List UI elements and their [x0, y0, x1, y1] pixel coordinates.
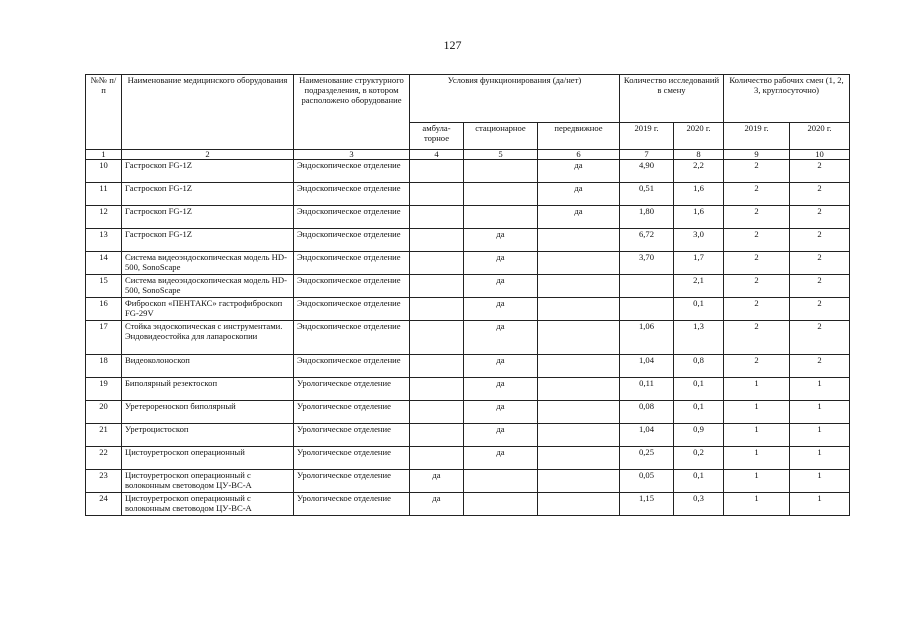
row-number: 20: [86, 401, 122, 424]
table-row: [86, 401, 850, 424]
row-number: 24: [86, 493, 122, 516]
header-research-2019: 2019 г.: [620, 123, 674, 150]
table-row: [86, 206, 850, 229]
ambulatory-flag: [410, 424, 464, 447]
research-2020: 1,7: [674, 252, 724, 275]
research-2019: 0,51: [620, 183, 674, 206]
research-2019: 6,72: [620, 229, 674, 252]
research-2020: 3,0: [674, 229, 724, 252]
table-row: [86, 183, 850, 206]
ambulatory-flag: да: [410, 493, 464, 516]
table-body: [86, 160, 850, 516]
research-2019: 1,04: [620, 355, 674, 378]
row-number: 23: [86, 470, 122, 493]
inpatient-flag: да: [464, 447, 538, 470]
research-2019: 4,90: [620, 160, 674, 183]
mobile-flag: [538, 321, 620, 355]
table-row: [86, 424, 850, 447]
shifts-2019: 2: [724, 229, 790, 252]
mobile-flag: [538, 252, 620, 275]
shifts-2020: 2: [790, 206, 850, 229]
header-shifts-2020: 2020 г.: [790, 123, 850, 150]
unit-name: Эндоскопическое отделение: [294, 355, 410, 378]
shifts-2019: 2: [724, 160, 790, 183]
research-2019: 0,05: [620, 470, 674, 493]
column-number: 10: [790, 150, 850, 160]
row-number: 15: [86, 275, 122, 298]
inpatient-flag: да: [464, 355, 538, 378]
inpatient-flag: да: [464, 229, 538, 252]
column-number: 1: [86, 150, 122, 160]
column-number: 8: [674, 150, 724, 160]
unit-name: Эндоскопическое отделение: [294, 275, 410, 298]
research-2019: 0,11: [620, 378, 674, 401]
unit-name: Урологическое отделение: [294, 493, 410, 516]
inpatient-flag: [464, 206, 538, 229]
column-number-row: [86, 150, 850, 160]
research-2020: 0,1: [674, 401, 724, 424]
shifts-2019: 2: [724, 275, 790, 298]
research-2019: 3,70: [620, 252, 674, 275]
mobile-flag: [538, 424, 620, 447]
research-2019: 1,15: [620, 493, 674, 516]
column-number: 3: [294, 150, 410, 160]
equipment-name: Цистоуретроскоп операционный: [122, 447, 294, 470]
unit-name: Урологическое отделение: [294, 447, 410, 470]
row-number: 21: [86, 424, 122, 447]
shifts-2019: 2: [724, 298, 790, 321]
unit-name: Эндоскопическое отделение: [294, 206, 410, 229]
shifts-2020: 1: [790, 447, 850, 470]
inpatient-flag: [464, 470, 538, 493]
shifts-2020: 2: [790, 321, 850, 355]
inpatient-flag: [464, 493, 538, 516]
shifts-2019: 1: [724, 378, 790, 401]
shifts-2020: 2: [790, 275, 850, 298]
header-research-2020: 2020 г.: [674, 123, 724, 150]
inpatient-flag: да: [464, 401, 538, 424]
inpatient-flag: да: [464, 275, 538, 298]
table-row: [86, 229, 850, 252]
ambulatory-flag: [410, 355, 464, 378]
equipment-name: Биполярный резектоскоп: [122, 378, 294, 401]
unit-name: Эндоскопическое отделение: [294, 229, 410, 252]
unit-name: Урологическое отделение: [294, 378, 410, 401]
page-number: 127: [443, 38, 462, 52]
ambulatory-flag: [410, 252, 464, 275]
shifts-2020: 1: [790, 424, 850, 447]
shifts-2020: 2: [790, 183, 850, 206]
ambulatory-flag: [410, 183, 464, 206]
equipment-name: Уретроцистоскоп: [122, 424, 294, 447]
equipment-name: Уретерореноскоп биполярный: [122, 401, 294, 424]
mobile-flag: [538, 447, 620, 470]
row-number: 18: [86, 355, 122, 378]
table-row: [86, 252, 850, 275]
row-number: 10: [86, 160, 122, 183]
unit-name: Эндоскопическое отделение: [294, 298, 410, 321]
equipment-name: Видеоколоноскоп: [122, 355, 294, 378]
inpatient-flag: [464, 183, 538, 206]
shifts-2019: 2: [724, 355, 790, 378]
header-equipment-name: Наименование медицинского оборудования: [122, 75, 294, 150]
shifts-2019: 1: [724, 424, 790, 447]
ambulatory-flag: [410, 321, 464, 355]
mobile-flag: [538, 275, 620, 298]
unit-name: Эндоскопическое отделение: [294, 252, 410, 275]
research-2019: 0,25: [620, 447, 674, 470]
header-unit-name: Наименование структурного подразделения, в котором расположено оборудование: [294, 75, 410, 150]
research-2020: 0,9: [674, 424, 724, 447]
table-row: [86, 447, 850, 470]
unit-name: Урологическое отделение: [294, 470, 410, 493]
mobile-flag: [538, 229, 620, 252]
inpatient-flag: да: [464, 378, 538, 401]
equipment-name: Цистоуретроскоп операционный с волоконным световодом ЦУ-ВС-А: [122, 470, 294, 493]
mobile-flag: [538, 355, 620, 378]
ambulatory-flag: [410, 298, 464, 321]
shifts-2020: 2: [790, 298, 850, 321]
ambulatory-flag: [410, 401, 464, 424]
header-research-count: Количество исследований в смену: [620, 75, 724, 123]
equipment-name: Гастроскоп FG-1Z: [122, 160, 294, 183]
header-inpatient: стационарное: [464, 123, 538, 150]
row-number: 22: [86, 447, 122, 470]
shifts-2019: 1: [724, 401, 790, 424]
ambulatory-flag: [410, 378, 464, 401]
shifts-2020: 2: [790, 229, 850, 252]
column-number: 7: [620, 150, 674, 160]
shifts-2019: 2: [724, 206, 790, 229]
research-2020: 0,8: [674, 355, 724, 378]
equipment-name: Система видеоэндоскопическая модель HD-500, SonoScape: [122, 275, 294, 298]
row-number: 19: [86, 378, 122, 401]
column-number: 2: [122, 150, 294, 160]
shifts-2020: 2: [790, 355, 850, 378]
equipment-name: Гастроскоп FG-1Z: [122, 183, 294, 206]
shifts-2020: 1: [790, 470, 850, 493]
research-2019: 1,04: [620, 424, 674, 447]
header-conditions: Условия функционирования (да/нет): [410, 75, 620, 123]
table-row: [86, 355, 850, 378]
header-mobile: передвижное: [538, 123, 620, 150]
equipment-name: Цистоуретроскоп операционный с волоконным световодом ЦУ-ВС-А: [122, 493, 294, 516]
shifts-2019: 2: [724, 252, 790, 275]
inpatient-flag: да: [464, 298, 538, 321]
shifts-2020: 1: [790, 493, 850, 516]
equipment-name: Фиброскоп «ПЕНТАКС» гастрофиброскоп FG-29V: [122, 298, 294, 321]
column-number: 4: [410, 150, 464, 160]
unit-name: Урологическое отделение: [294, 401, 410, 424]
research-2020: 0,1: [674, 378, 724, 401]
table-row: [86, 470, 850, 493]
research-2019: 1,80: [620, 206, 674, 229]
inpatient-flag: да: [464, 424, 538, 447]
ambulatory-flag: [410, 206, 464, 229]
equipment-name: Стойка эндоскопическая с инструментами. Эндовидеостойка для лапароскопии: [122, 321, 294, 355]
table-row: [86, 378, 850, 401]
mobile-flag: [538, 298, 620, 321]
row-number: 13: [86, 229, 122, 252]
shifts-2019: 2: [724, 183, 790, 206]
research-2020: 2,2: [674, 160, 724, 183]
table-row: [86, 321, 850, 355]
column-number: 5: [464, 150, 538, 160]
mobile-flag: да: [538, 160, 620, 183]
unit-name: Урологическое отделение: [294, 424, 410, 447]
research-2019: 0,08: [620, 401, 674, 424]
research-2019: 1,06: [620, 321, 674, 355]
table-row: [86, 160, 850, 183]
equipment-table: [85, 74, 850, 516]
research-2019: [620, 298, 674, 321]
shifts-2019: 1: [724, 447, 790, 470]
unit-name: Эндоскопическое отделение: [294, 321, 410, 355]
research-2020: 1,6: [674, 206, 724, 229]
mobile-flag: да: [538, 183, 620, 206]
research-2020: 0,1: [674, 470, 724, 493]
column-number: 6: [538, 150, 620, 160]
header-shifts-count: Количество рабочих смен (1, 2, 3, круглосуточно): [724, 75, 850, 123]
shifts-2019: 1: [724, 493, 790, 516]
research-2020: 0,2: [674, 447, 724, 470]
research-2020: 1,3: [674, 321, 724, 355]
row-number: 17: [86, 321, 122, 355]
row-number: 16: [86, 298, 122, 321]
table-row: [86, 493, 850, 516]
research-2019: [620, 275, 674, 298]
equipment-name: Гастроскоп FG-1Z: [122, 206, 294, 229]
ambulatory-flag: да: [410, 470, 464, 493]
inpatient-flag: да: [464, 321, 538, 355]
shifts-2020: 1: [790, 378, 850, 401]
header-num: №№ п/п: [86, 75, 122, 150]
table-row: [86, 275, 850, 298]
equipment-name: Гастроскоп FG-1Z: [122, 229, 294, 252]
ambulatory-flag: [410, 160, 464, 183]
column-number: 9: [724, 150, 790, 160]
mobile-flag: [538, 470, 620, 493]
table-row: [86, 298, 850, 321]
unit-name: Эндоскопическое отделение: [294, 183, 410, 206]
unit-name: Эндоскопическое отделение: [294, 160, 410, 183]
row-number: 11: [86, 183, 122, 206]
shifts-2020: 2: [790, 252, 850, 275]
header-ambulatory: амбула-торное: [410, 123, 464, 150]
research-2020: 0,3: [674, 493, 724, 516]
shifts-2019: 2: [724, 321, 790, 355]
header-shifts-2019: 2019 г.: [724, 123, 790, 150]
equipment-name: Система видеоэндоскопическая модель HD-500, SonoScape: [122, 252, 294, 275]
mobile-flag: да: [538, 206, 620, 229]
research-2020: 2,1: [674, 275, 724, 298]
shifts-2019: 1: [724, 470, 790, 493]
mobile-flag: [538, 493, 620, 516]
shifts-2020: 1: [790, 401, 850, 424]
inpatient-flag: да: [464, 252, 538, 275]
inpatient-flag: [464, 160, 538, 183]
ambulatory-flag: [410, 275, 464, 298]
ambulatory-flag: [410, 447, 464, 470]
research-2020: 0,1: [674, 298, 724, 321]
shifts-2020: 2: [790, 160, 850, 183]
row-number: 12: [86, 206, 122, 229]
research-2020: 1,6: [674, 183, 724, 206]
ambulatory-flag: [410, 229, 464, 252]
row-number: 14: [86, 252, 122, 275]
mobile-flag: [538, 378, 620, 401]
mobile-flag: [538, 401, 620, 424]
